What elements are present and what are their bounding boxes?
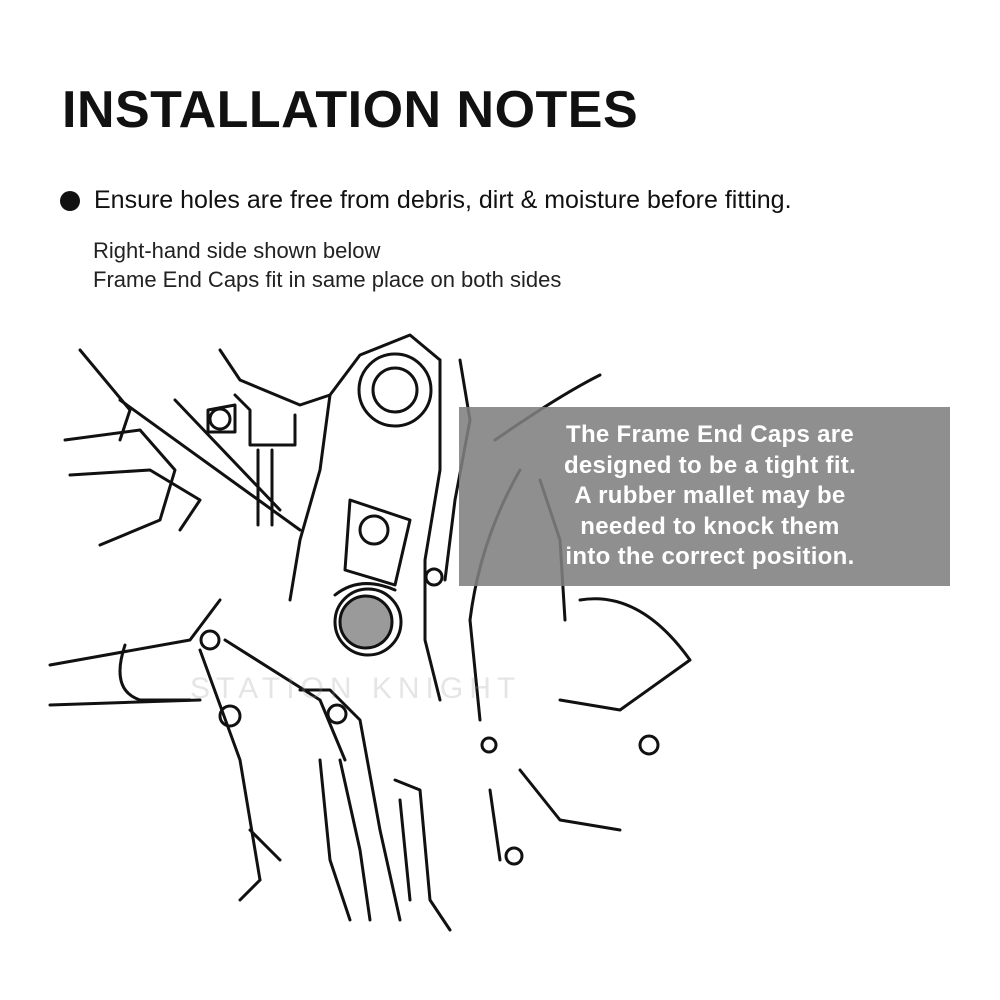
frame-line-drawing	[0, 300, 1000, 1000]
side-notes	[93, 236, 561, 294]
frame-end-cap	[340, 596, 392, 648]
bolt-icon	[210, 409, 230, 429]
callout-line: designed to be a tight fit.	[563, 451, 857, 479]
callout-line: The Frame End Caps are	[565, 421, 855, 449]
callout-box	[459, 407, 950, 586]
bullet-item	[60, 186, 792, 215]
callout-line: A rubber mallet may be	[574, 482, 846, 510]
callout-text	[510, 420, 910, 573]
bullet-text: Ensure holes are free from debris, dirt & moisture before fitting.	[94, 186, 792, 214]
page-title: INSTALLATION NOTES	[62, 81, 639, 139]
callout-line: needed to knock them	[580, 512, 840, 540]
callout-line: into the correct position.	[565, 543, 855, 571]
watermark: STATION KNIGHT	[190, 672, 522, 705]
note-line: Right-hand side shown below	[93, 238, 381, 263]
bullet-dot-icon	[60, 191, 80, 211]
note-line: Frame End Caps fit in same place on both sides	[93, 267, 562, 292]
